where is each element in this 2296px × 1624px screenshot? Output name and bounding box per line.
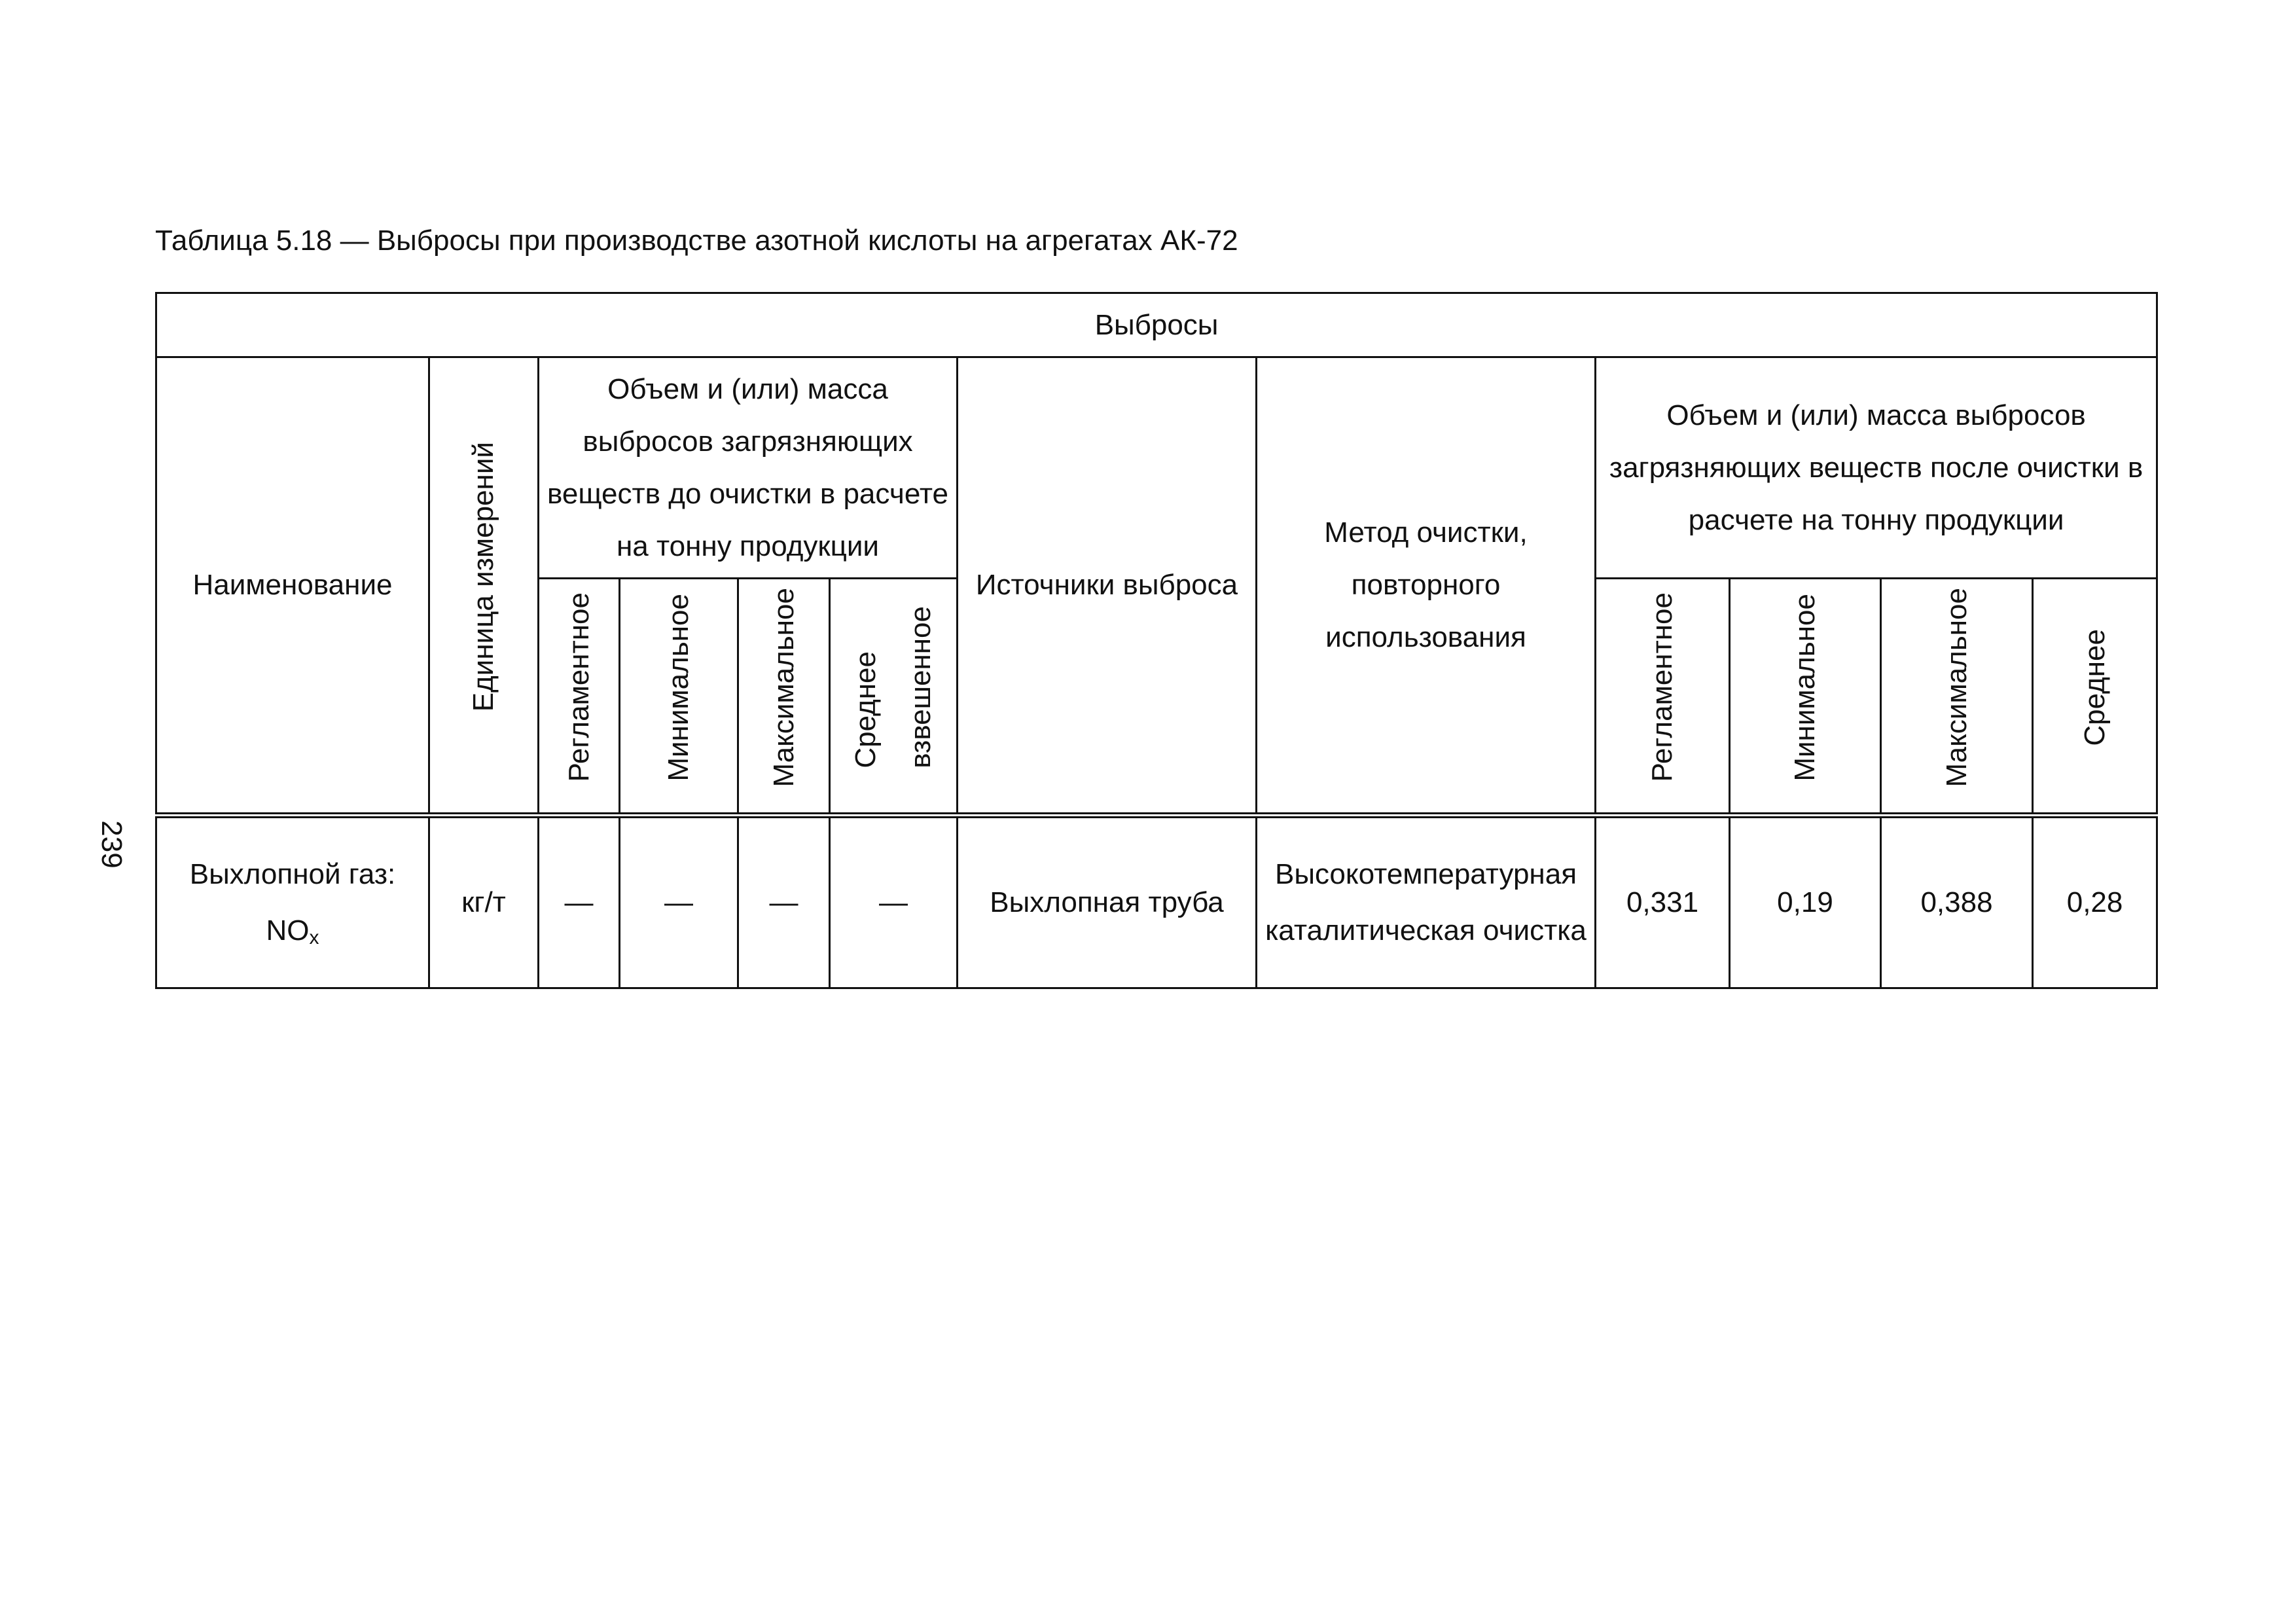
header-after-max-label: Максимальное — [1940, 587, 1973, 787]
header-after-reglament-label: Регламентное — [1646, 592, 1678, 782]
cell-before-avg: — — [830, 816, 958, 988]
header-unit — [429, 357, 539, 816]
cell-after-min: 0,19 — [1730, 816, 1881, 988]
header-before-max — [738, 579, 830, 816]
header-source: Источники выброса — [958, 357, 1257, 816]
cell-method: Высокотемпературная каталитическая очистка — [1257, 816, 1596, 988]
cell-unit: кг/т — [429, 816, 539, 988]
header-before-reglament-label: Регламентное — [562, 592, 595, 782]
cell-substance-subscript: x — [309, 927, 319, 948]
header-after-avg-label: Среднее — [2078, 628, 2111, 746]
header-name: Наименование — [156, 357, 429, 816]
table-row — [156, 816, 2157, 988]
cell-before-max: — — [738, 816, 830, 988]
header-before-min-label: Минимальное — [662, 593, 694, 782]
cell-after-max: 0,388 — [1881, 816, 2033, 988]
header-after-min — [1730, 579, 1881, 816]
cell-name-text: Выхлопной газ: — [189, 858, 396, 890]
cell-name — [156, 816, 429, 988]
header-row-top — [156, 293, 2157, 357]
header-after-avg — [2033, 579, 2157, 816]
header-after-min-label: Минимальное — [1789, 593, 1821, 782]
header-before-avg-line2: взвешенное — [905, 606, 937, 768]
header-before-max-label: Максимальное — [767, 587, 800, 787]
header-after-cleaning: Объем и (или) масса выбросов загрязняющих веществ после очистки в расчете на тонну продукции — [1596, 357, 2157, 579]
header-before-avg-line1: Среднее — [850, 651, 882, 768]
page-number: 239 — [96, 820, 128, 869]
header-before-avg — [830, 579, 958, 816]
header-after-reglament — [1596, 579, 1730, 816]
table-caption: Таблица 5.18 — Выбросы при производстве азотной кислоты на агрегатах АК-72 — [155, 225, 1238, 257]
header-unit-label: Единица измерений — [467, 441, 499, 712]
cell-substance: NO — [266, 914, 310, 947]
header-emissions: Выбросы — [156, 293, 2157, 357]
cell-before-min: — — [620, 816, 738, 988]
cell-source: Выхлопная труба — [958, 816, 1257, 988]
header-row-main — [156, 357, 2157, 579]
cell-before-reglament: — — [539, 816, 620, 988]
header-after-max — [1881, 579, 2033, 816]
cell-after-reglament: 0,331 — [1596, 816, 1730, 988]
header-before-cleaning: Объем и (или) масса выбросов загрязняющих веществ до очистки в расчете на тонну продукции — [539, 357, 958, 579]
header-before-reglament — [539, 579, 620, 816]
emissions-table — [155, 292, 2158, 989]
cell-after-avg: 0,28 — [2033, 816, 2157, 988]
header-method: Метод очистки, повторного использования — [1257, 357, 1596, 816]
header-before-min — [620, 579, 738, 816]
